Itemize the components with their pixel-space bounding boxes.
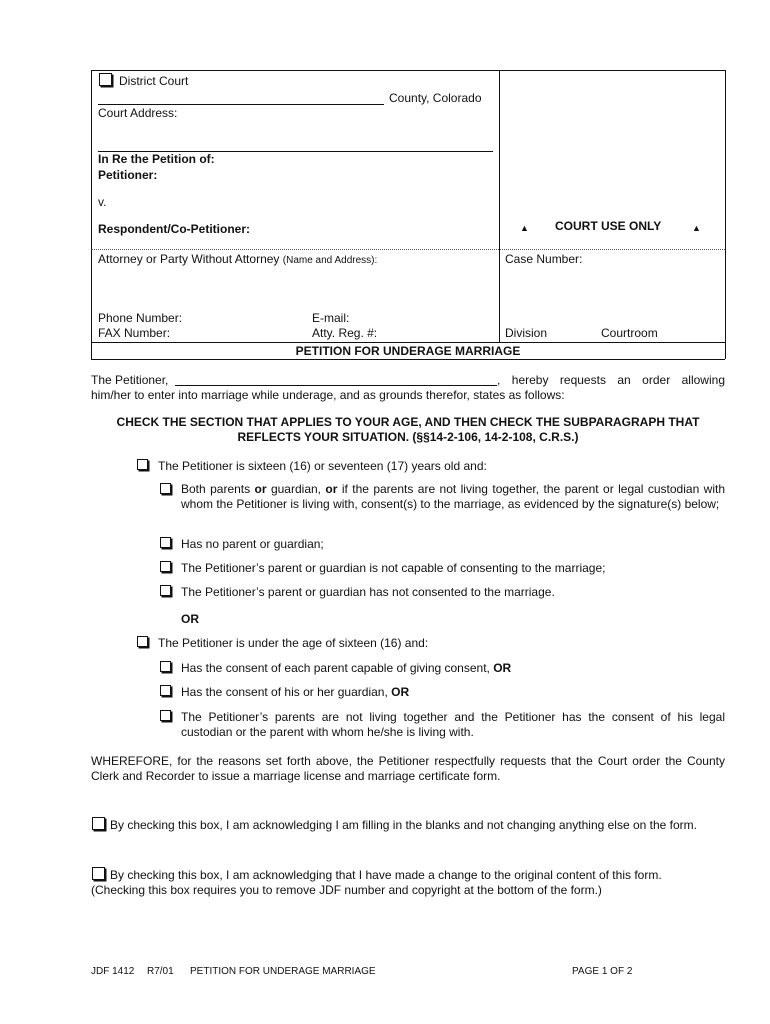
up-arrow-icon: ▲	[692, 223, 701, 233]
a1-checkbox[interactable]	[160, 483, 171, 494]
footer-form-number: JDF 1412	[91, 966, 135, 977]
footer-title: PETITION FOR UNDERAGE MARRIAGE	[190, 966, 376, 977]
instruction-line1: CHECK THE SECTION THAT APPLIES TO YOUR AGE, AND THEN CHECK THE SUBPARAGRAPH THAT	[116, 415, 700, 429]
a2-text: Has no parent or guardian;	[181, 537, 324, 551]
a1-post: if the parents are not living together, the parent or legal custodian with whom the Petitioner is living with, consent(s) to the marriage, as evidenced by the signature(s) below;	[181, 482, 725, 511]
a1-text	[181, 482, 725, 512]
a4-text: The Petitioner’s parent or guardian has not consented to the marriage.	[181, 585, 555, 599]
b2-label: Has the consent of his or her guardian,	[181, 685, 392, 699]
district-court-label: District Court	[119, 74, 189, 88]
ack1-text	[91, 818, 725, 833]
court-address-label: Court Address:	[98, 106, 178, 120]
intro-end	[497, 373, 725, 387]
section-b-text: The Petitioner is under the age of sixteen (16) and:	[158, 636, 429, 650]
division-label: Division	[505, 326, 548, 340]
petitioner-name-blank[interactable]	[175, 385, 497, 386]
a1-or-2: or	[325, 482, 338, 496]
b2-text	[181, 685, 409, 699]
b1-text	[181, 661, 511, 675]
a1-pre: Both parents	[181, 482, 255, 496]
a3-text: The Petitioner’s parent or guardian is not capable of consenting to the marriage;	[181, 561, 606, 575]
intro-start: The Petitioner,	[91, 373, 169, 387]
case-number-label: Case Number:	[505, 252, 583, 266]
ack1-label: By checking this box, I am acknowledging I am filling in the blanks and not changing anything else on the form.	[110, 818, 698, 832]
instruction-line2: REFLECTS YOUR SITUATION. (§§14-2-106, 14-2-108, C.R.S.)	[237, 430, 579, 444]
b2-checkbox[interactable]	[160, 685, 171, 696]
atty-reg-label: Atty. Reg. #:	[312, 326, 378, 340]
a3-checkbox[interactable]	[160, 561, 171, 572]
phone-label: Phone Number:	[98, 311, 183, 325]
courtroom-label: Courtroom	[601, 326, 658, 340]
ack2-line2: (Checking this box requires you to remove JDF number and copyright at the bottom of the form.)	[91, 883, 602, 897]
a2-checkbox[interactable]	[160, 537, 171, 548]
b1-or: OR	[493, 661, 512, 675]
b1-checkbox[interactable]	[160, 661, 171, 672]
attorney-label	[98, 252, 377, 266]
fax-label: FAX Number:	[98, 326, 171, 340]
footer-revision: R7/01	[147, 966, 174, 977]
section-a-text: The Petitioner is sixteen (16) or seventeen (17) years old and:	[158, 459, 487, 473]
a1-mid: guardian,	[266, 482, 326, 496]
section-b-checkbox[interactable]	[137, 636, 148, 647]
ack2-checkbox[interactable]	[92, 867, 105, 880]
versus-label: v.	[98, 195, 107, 209]
b1-label: Has the consent of each parent capable of giving consent,	[181, 661, 494, 675]
attorney-note: (Name and Address):	[282, 255, 378, 266]
form-title: PETITION FOR UNDERAGE MARRIAGE	[295, 344, 521, 358]
respondent-label: Respondent/Co-Petitioner:	[98, 222, 250, 236]
county-blank[interactable]	[98, 104, 384, 105]
a1-or-1: or	[254, 482, 267, 496]
up-arrow-icon: ▲	[520, 223, 529, 233]
in-re-label: In Re the Petition of:	[98, 152, 215, 166]
footer-page: PAGE 1 OF 2	[572, 966, 633, 977]
county-label: County, Colorado	[389, 91, 482, 105]
section-a-checkbox[interactable]	[137, 459, 148, 470]
b3-text: The Petitioner’s parents are not living together and the Petitioner has the consent of his legal custodian or the parent with whom he/she is living with.	[181, 710, 725, 739]
or-separator: OR	[181, 612, 199, 626]
court-use-only-label: COURT USE ONLY	[555, 219, 662, 233]
wherefore-text: WHEREFORE, for the reasons set forth above, the Petitioner respectfully requests that the Court order the County Clerk and Recorder to issue a marriage license and marriage certificate form.	[91, 754, 725, 783]
district-court-checkbox[interactable]	[99, 73, 112, 86]
intro-line2: him/her to enter into marriage while underage, and as grounds therefor, states as follows:	[91, 388, 565, 402]
b2-or: OR	[391, 685, 410, 699]
attorney-label-text: Attorney or Party Without Attorney	[98, 252, 280, 266]
intro-end-text: , hereby requests an order allowing	[497, 373, 725, 387]
email-label: E-mail:	[312, 311, 350, 325]
petitioner-label: Petitioner:	[98, 168, 158, 182]
ack2-line1: By checking this box, I am acknowledging that I have made a change to the original content of this form.	[110, 868, 662, 882]
a4-checkbox[interactable]	[160, 585, 171, 596]
b3-checkbox[interactable]	[160, 710, 171, 721]
